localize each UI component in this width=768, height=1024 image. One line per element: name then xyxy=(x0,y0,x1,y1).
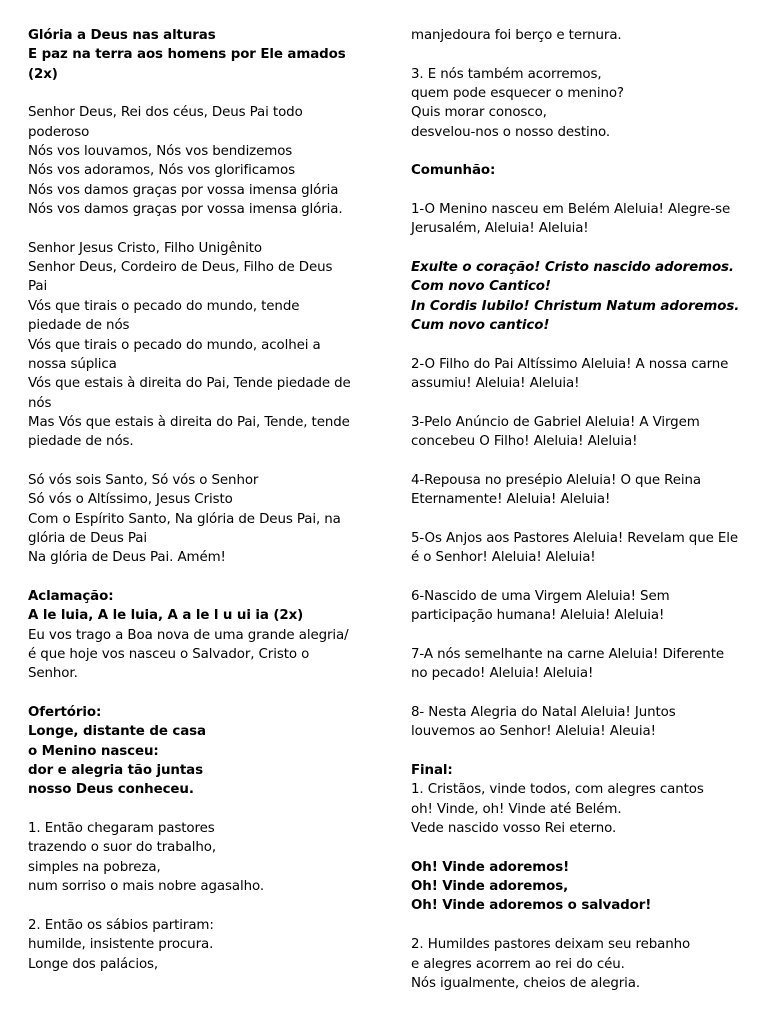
text-line: oh! Vinde, oh! Vinde até Belém. xyxy=(411,801,622,817)
text-line: E paz na terra aos homens por Ele amados xyxy=(28,47,346,63)
text-line: dor e alegria tão juntas xyxy=(28,763,203,779)
text-line: 2. Então os sábios partiram: xyxy=(28,917,214,933)
text-line: quem pode esquecer o menino? xyxy=(411,86,624,102)
text-line: Vós que tirais o pecado do mundo, acolhei a xyxy=(28,337,321,353)
text-line: louvemos ao Senhor! Aleluia! Aleuia! xyxy=(411,724,656,740)
text-line: Nós vos damos graças por vossa imensa glória. xyxy=(28,202,343,218)
text-line: e alegres acorrem ao rei do céu. xyxy=(411,956,625,972)
text-line: 3-Pelo Anúncio de Gabriel Aleluia! A Virgem xyxy=(411,414,700,430)
blank-line xyxy=(28,684,370,703)
text-line: Quis morar conosco, xyxy=(411,105,547,121)
text-line: (2x) xyxy=(28,66,58,82)
text-line: nossa súplica xyxy=(28,356,117,372)
text-line: 7-A nós semelhante na carne Aleluia! Diferente xyxy=(411,647,724,662)
text-line: Jerusalém, Aleluia! Aleluia! xyxy=(411,221,589,237)
text-line: Só vós o Altíssimo, Jesus Cristo xyxy=(28,492,233,508)
text-line: Oh! Vinde adoremos o salvador! xyxy=(411,898,652,914)
text-line: Comunhão: xyxy=(411,163,496,179)
text-line: Senhor Deus, Cordeiro de Deus, Filho de Deus xyxy=(28,260,333,276)
text-line: Nós vos louvamos, Nós vos bendizemos xyxy=(28,144,293,160)
text-line: Vós que estais à direita do Pai, Tende piedade de xyxy=(28,376,351,392)
text-line: é que hoje vos nasceu o Salvador, Cristo o xyxy=(28,647,310,662)
text-line: assumiu! Aleluia! Aleluia! xyxy=(411,376,580,392)
text-line: poderoso xyxy=(28,124,90,140)
blank-line xyxy=(411,452,756,471)
text-line: Senhor Deus, Rei dos céus, Deus Pai todo xyxy=(28,105,303,121)
text-line: Nós igualmente, cheios de alegria. xyxy=(411,975,641,991)
text-line: 6-Nascido de uma Virgem Aleluia! Sem xyxy=(411,588,670,604)
blank-line xyxy=(411,45,756,64)
text-line: Final: xyxy=(411,763,453,779)
text-line: Com o Espírito Santo, Na glória de Deus Pai, na xyxy=(28,511,341,527)
text-line: Mas Vós que estais à direita do Pai, Tende, tende xyxy=(28,414,350,430)
blank-line xyxy=(411,181,756,200)
text-line: piedade de nós. xyxy=(28,434,134,450)
text-line: Glória a Deus nas alturas xyxy=(28,28,216,43)
text-line: A le luia, A le luia, A a le l u ui ia (2x) xyxy=(28,608,304,624)
blank-line xyxy=(411,626,756,645)
text-line: é o Senhor! Aleluia! Aleluia! xyxy=(411,550,596,566)
text-line: In Cordis Iubilo! Christum Natum adoremos. xyxy=(411,298,740,314)
text-line: 4-Repousa no presépio Aleluia! O que Reina xyxy=(411,472,701,488)
text-line: Ofertório: xyxy=(28,705,102,721)
text-line: Exulte o coração! Cristo nascido adoremos. xyxy=(411,260,734,276)
text-line: concebeu O Filho! Aleluia! Aleluia! xyxy=(411,434,638,450)
left-column xyxy=(28,26,370,974)
text-line: Na glória de Deus Pai. Amém! xyxy=(28,550,226,566)
blank-line xyxy=(411,239,756,258)
text-line: o Menino nasceu: xyxy=(28,743,159,759)
text-line: simples na pobreza, xyxy=(28,859,161,875)
blank-line xyxy=(411,568,756,587)
text-line: Senhor. xyxy=(28,666,78,682)
text-line: Vós que tirais o pecado do mundo, tende xyxy=(28,298,300,314)
blank-line xyxy=(411,916,756,935)
text-line: humilde, insistente procura. xyxy=(28,937,214,953)
blank-line xyxy=(411,142,756,161)
blank-line xyxy=(411,510,756,529)
text-line: Eternamente! Aleluia! Aleluia! xyxy=(411,492,611,508)
text-line: 1. Então chegaram pastores xyxy=(28,821,215,837)
blank-line xyxy=(411,684,756,703)
text-line: 1-O Menino nasceu em Belém Aleluia! Alegre-se xyxy=(411,202,731,218)
text-line: 2-O Filho do Pai Altíssimo Aleluia! A nossa carne xyxy=(411,356,729,372)
blank-line xyxy=(28,896,370,915)
blank-line xyxy=(411,742,756,761)
text-line: 2. Humildes pastores deixam seu rebanho xyxy=(411,937,691,953)
text-line: 8- Nesta Alegria do Natal Aleluia! Juntos xyxy=(411,705,676,721)
text-line: participação humana! Aleluia! Aleluia! xyxy=(411,608,665,624)
text-line: Oh! Vinde adoremos, xyxy=(411,879,569,895)
text-line: 3. E nós também acorremos, xyxy=(411,66,602,82)
blank-line xyxy=(411,336,756,355)
text-line: 5-Os Anjos aos Pastores Aleluia! Revelam que Ele xyxy=(411,530,739,546)
blank-line xyxy=(28,800,370,819)
blank-line xyxy=(411,394,756,413)
text-line: manjedoura foi berço e ternura. xyxy=(411,28,622,43)
right-column xyxy=(411,26,756,993)
blank-line xyxy=(28,219,370,238)
blank-line xyxy=(28,568,370,587)
blank-line xyxy=(28,84,370,103)
text-line: 1. Cristãos, vinde todos, com alegres cantos xyxy=(411,782,704,798)
text-line: desvelou-nos o nosso destino. xyxy=(411,124,611,140)
text-line: trazendo o suor do trabalho, xyxy=(28,840,217,856)
text-line: num sorriso o mais nobre agasalho. xyxy=(28,879,265,895)
text-line: Nós vos adoramos, Nós vos glorificamos xyxy=(28,163,295,179)
text-line: no pecado! Aleluia! Aleluia! xyxy=(411,666,594,682)
text-line: Pai xyxy=(28,279,48,295)
text-line: Senhor Jesus Cristo, Filho Unigênito xyxy=(28,240,262,256)
text-line: Longe, distante de casa xyxy=(28,724,206,740)
text-line: nós xyxy=(28,395,52,411)
text-line: Oh! Vinde adoremos! xyxy=(411,859,570,875)
text-line: piedade de nós xyxy=(28,318,130,334)
blank-line xyxy=(411,838,756,857)
text-line: Com novo Cantico! xyxy=(411,279,551,295)
text-line: Eu vos trago a Boa nova de uma grande alegria/ xyxy=(28,627,349,643)
text-line: Vede nascido vosso Rei eterno. xyxy=(411,821,617,837)
text-line: glória de Deus Pai xyxy=(28,530,147,546)
text-line: Nós vos damos graças por vossa imensa glória xyxy=(28,182,339,198)
text-line: Aclamação: xyxy=(28,588,114,604)
text-line: Cum novo cantico! xyxy=(411,318,550,334)
text-line: nosso Deus conheceu. xyxy=(28,782,194,798)
text-line: Só vós sois Santo, Só vós o Senhor xyxy=(28,472,259,488)
blank-line xyxy=(28,452,370,471)
text-line: Longe dos palácios, xyxy=(28,956,159,972)
